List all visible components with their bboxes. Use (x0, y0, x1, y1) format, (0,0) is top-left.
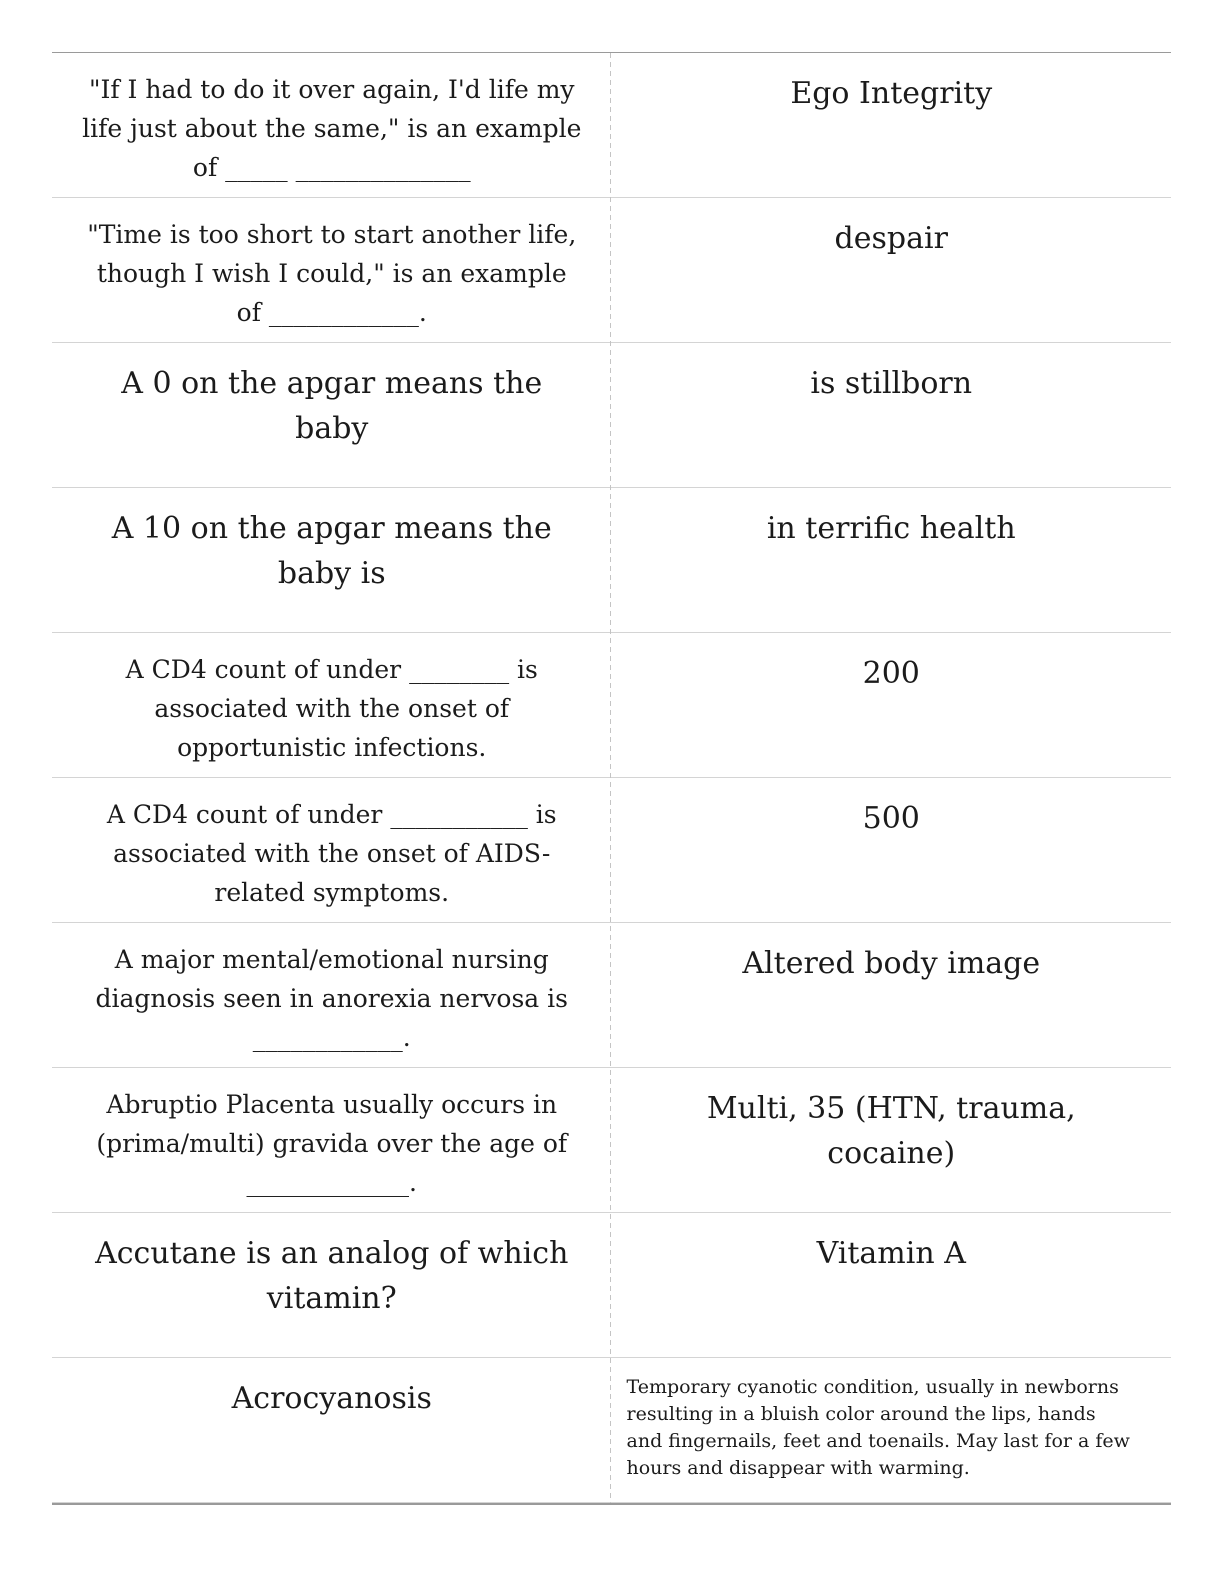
flashcard-row (52, 778, 1171, 923)
question-text: Accutane is an analog of which vitamin? (95, 1236, 569, 1316)
flashcard-question (52, 633, 612, 777)
answer-text: 200 (862, 656, 920, 691)
flashcard-question (52, 1358, 612, 1502)
flashcard-answer (612, 1068, 1172, 1212)
answer-text: 500 (862, 801, 920, 836)
flashcard-question (52, 53, 612, 197)
question-text: Abruptio Placenta usually occurs in (prima/multi) gravida over the age of _____________. (96, 1090, 568, 1197)
flashcard-question (52, 778, 612, 922)
flashcard-row (52, 343, 1171, 488)
answer-text: is stillborn (810, 366, 973, 401)
flashcard-answer (612, 198, 1172, 342)
flashcard-row (52, 1358, 1171, 1503)
flashcard-answer (612, 923, 1172, 1067)
flashcard-question (52, 343, 612, 487)
flashcard-row (52, 633, 1171, 778)
question-text: A CD4 count of under ________ is associated with the onset of opportunistic infections. (125, 655, 538, 762)
question-text: A major mental/emotional nursing diagnosis seen in anorexia nervosa is ____________. (95, 945, 568, 1052)
question-text: "Time is too short to start another life, though I wish I could," is an example of ____________. (87, 220, 577, 327)
flashcard-row (52, 488, 1171, 633)
answer-text: despair (834, 221, 948, 256)
question-text: A 10 on the apgar means the baby is (111, 511, 552, 591)
question-text: A CD4 count of under ___________ is associated with the onset of AIDS-related symptoms. (106, 800, 557, 907)
flashcard-question (52, 1068, 612, 1212)
flashcard-answer (612, 1358, 1172, 1502)
question-text: Acrocyanosis (231, 1381, 432, 1416)
flashcard-answer (612, 1213, 1172, 1357)
answer-text: Vitamin A (816, 1236, 966, 1271)
flashcard-question (52, 923, 612, 1067)
flashcard-answer (612, 778, 1172, 922)
answer-text: Multi, 35 (HTN, trauma, cocaine) (706, 1091, 1076, 1171)
flashcard-row (52, 53, 1171, 198)
flashcard-sheet (52, 52, 1171, 1505)
answer-text: in terrific health (766, 511, 1016, 546)
flashcard-answer (612, 633, 1172, 777)
answer-text: Temporary cyanotic condition, usually in newborns resulting in a bluish color around the lips, hands and fingernails, feet and toenails. May last for a few hours and disappear with warming. (626, 1376, 1130, 1479)
flashcard-question (52, 198, 612, 342)
flashcard-row (52, 198, 1171, 343)
flashcard-answer (612, 488, 1172, 632)
flashcard-question (52, 1213, 612, 1357)
flashcard-row (52, 923, 1171, 1068)
answer-text: Ego Integrity (790, 76, 993, 111)
column-divider (610, 53, 611, 1503)
flashcard-answer (612, 53, 1172, 197)
flashcard-row (52, 1213, 1171, 1358)
flashcard-answer (612, 343, 1172, 487)
answer-text: Altered body image (742, 946, 1041, 981)
question-text: "If I had to do it over again, I'd life my life just about the same," is an example of _____ ______________ (82, 75, 582, 182)
flashcard-row (52, 1068, 1171, 1213)
question-text: A 0 on the apgar means the baby (121, 366, 543, 446)
flashcard-question (52, 488, 612, 632)
